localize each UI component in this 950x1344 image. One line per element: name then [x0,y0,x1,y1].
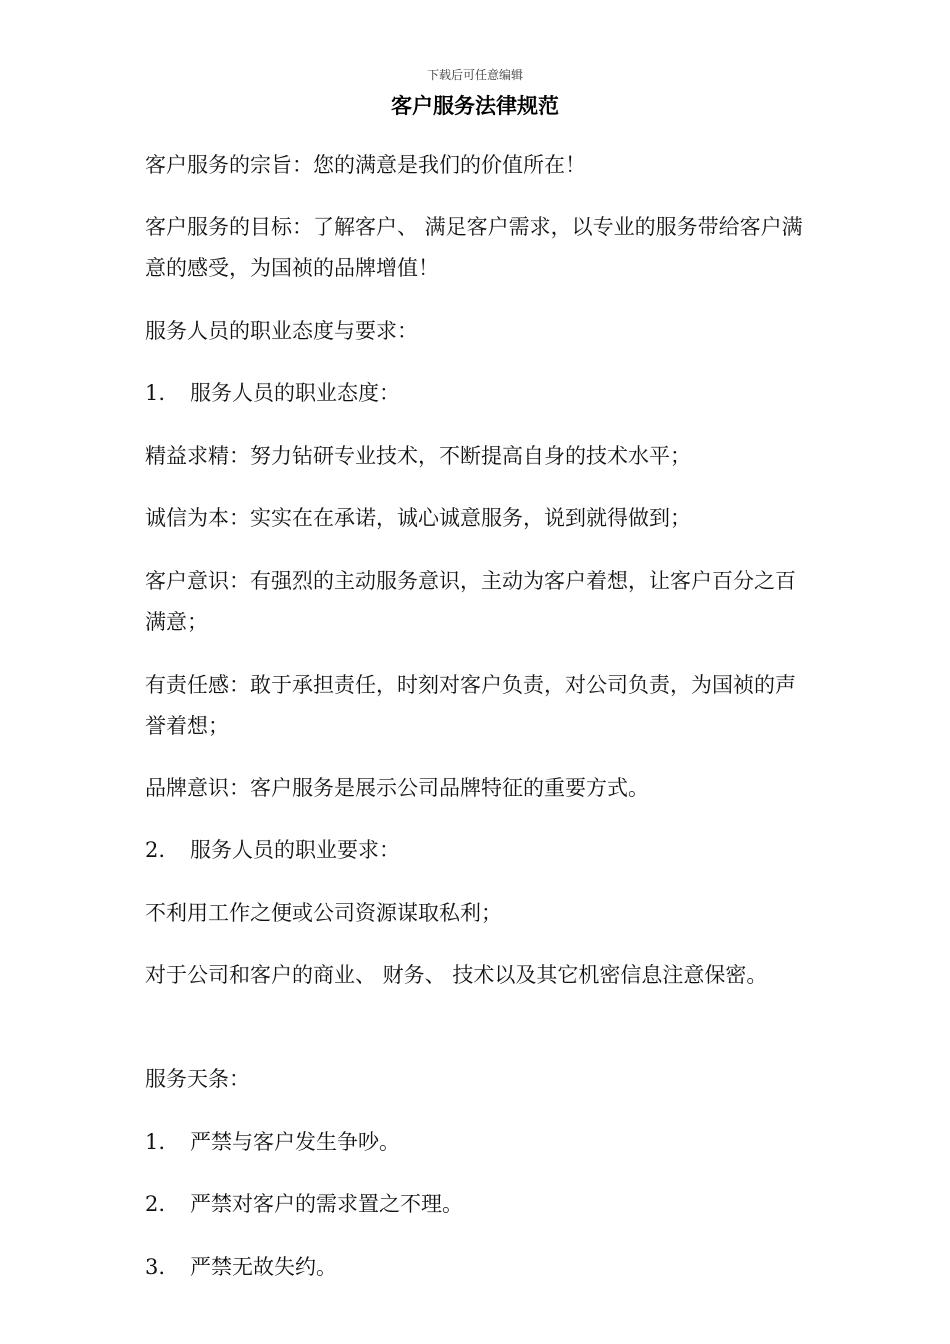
list-item-professional-requirements [145,830,815,871]
list-number: 1. [145,381,166,405]
paragraph-goal [145,207,815,289]
list-number: 1. [145,1130,166,1154]
list-number: 2. [145,1192,166,1216]
paragraph-attitude-requirements [145,311,815,352]
list-item-professional-attitude [145,373,815,414]
list-item-rule-3 [145,1247,815,1288]
list-item-text: 服务人员的职业要求： [190,838,400,862]
paragraph-purpose [145,145,815,186]
paragraph-text: 服务天条： [145,1067,250,1091]
paragraph-text: 对于公司和客户的商业、 财务、 技术以及其它机密信息注意保密。 [145,963,768,987]
paragraph-customer-awareness [145,561,815,643]
paragraph-text: 有责任感：敢于承担责任，时刻对客户负责，对公司负责，为国祯的声誉着想； [145,673,796,738]
list-item-text: 严禁无故失约。 [190,1255,337,1279]
paragraph-service-rules [145,1059,815,1100]
list-item-text: 服务人员的职业态度： [190,381,400,405]
paragraph-brand-awareness [145,768,815,809]
list-item-rule-2 [145,1184,815,1225]
paragraph-text: 服务人员的职业态度与要求： [145,319,418,343]
paragraph-text: 客户意识：有强烈的主动服务意识，主动为客户着想，让客户百分之百满意； [145,569,796,634]
header-note: 下载后可任意编辑 [426,68,523,82]
paragraph-text: 不利用工作之便或公司资源谋取私利； [145,901,502,925]
paragraph-responsibility [145,665,815,747]
paragraph-text: 诚信为本：实实在在承诺，诚心诚意服务，说到就得做到； [145,506,691,530]
paragraph-text: 客户服务的宗旨：您的满意是我们的价值所在！ [145,153,586,177]
paragraph-text: 品牌意识：客户服务是展示公司品牌特征的重要方式。 [145,776,649,800]
paragraph-text: 客户服务的目标：了解客户、 满足客户需求，以专业的服务带给客户满意的感受，为国祯的品牌增值！ [145,215,803,280]
paragraph-confidentiality [145,955,815,996]
list-item-rule-1 [145,1122,815,1163]
list-number: 3. [145,1255,166,1279]
document-title: 客户服务法律规范 [391,94,559,118]
paragraph-excellence [145,436,815,477]
paragraph-text: 精益求精：努力钻研专业技术，不断提高自身的技术水平； [145,444,691,468]
paragraph-integrity [145,498,815,539]
paragraph-no-private-gain [145,893,815,934]
list-item-text: 严禁与客户发生争吵。 [190,1130,400,1154]
list-number: 2. [145,838,166,862]
list-item-text: 严禁对客户的需求置之不理。 [190,1192,463,1216]
